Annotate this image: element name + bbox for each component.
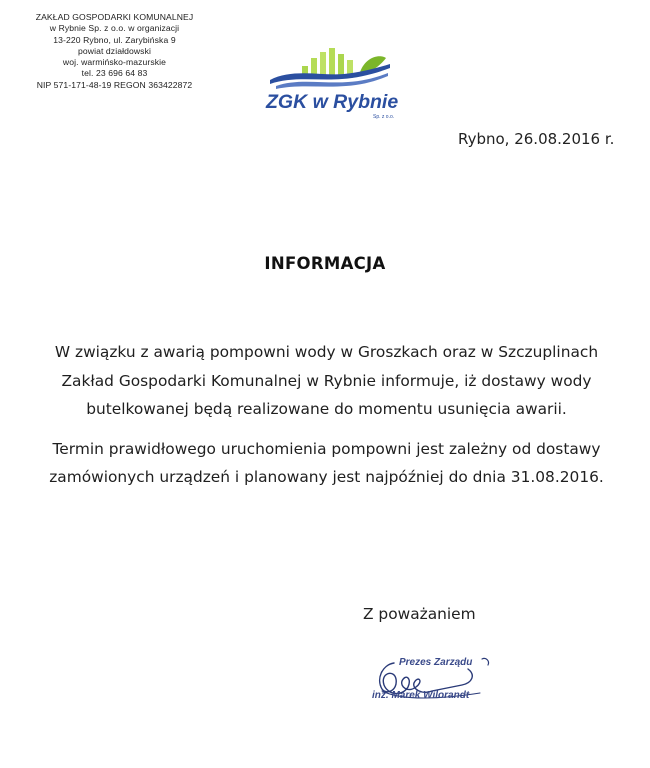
- closing-salutation: Z poważaniem: [363, 605, 476, 623]
- stamp-line-nip-regon: NIP 571-171-48-19 REGON 363422872: [36, 79, 193, 90]
- stamp-line-county: powiat działdowski: [78, 45, 151, 56]
- company-logo: [262, 46, 410, 124]
- logo-graphic: [262, 46, 410, 124]
- logo-wordmark: ZGK w Rybnie: [266, 91, 399, 113]
- stamp-line-legal: w Rybnie Sp. z o.o. w organizacji: [49, 23, 180, 34]
- stamp-line-phone: tel. 23 696 64 83: [81, 68, 148, 79]
- logo-bar: [329, 48, 335, 78]
- stamp-line-voivodeship: woj. warmińsko-mazurskie: [62, 57, 167, 68]
- body-paragraph: W związku z awarią pompowni wody w Groszkach oraz w Szczuplinach Zakład Gospodarki Komunalnej w Rybnie informuje, iż dostawy wody butelkowanej będą realizowane do momentu usunięcia awarii.: [54, 343, 599, 418]
- company-stamp: [12, 12, 217, 91]
- document-title: INFORMACJA: [264, 254, 386, 273]
- stamp-line-address: 13-220 Rybno, ul. Zarybińska 9: [53, 34, 176, 45]
- document-body: [39, 338, 614, 503]
- stamp-line-company: ZAKŁAD GOSPODARKI KOMUNALNEJ: [35, 12, 194, 22]
- logo-subtext: Sp. z o.o.: [373, 114, 395, 120]
- signature-stamp-name: inż. Marek Wilorandt: [372, 690, 470, 701]
- place-and-date: Rybno, 26.08.2016 r.: [458, 130, 615, 148]
- signature-stamp-title: Prezes Zarządu: [399, 657, 473, 668]
- body-paragraph: Termin prawidłowego uruchomienia pompowni jest zależny od dostawy zamówionych urządzeń i planowany jest najpóźniej do dnia 31.08.2016.: [49, 439, 604, 486]
